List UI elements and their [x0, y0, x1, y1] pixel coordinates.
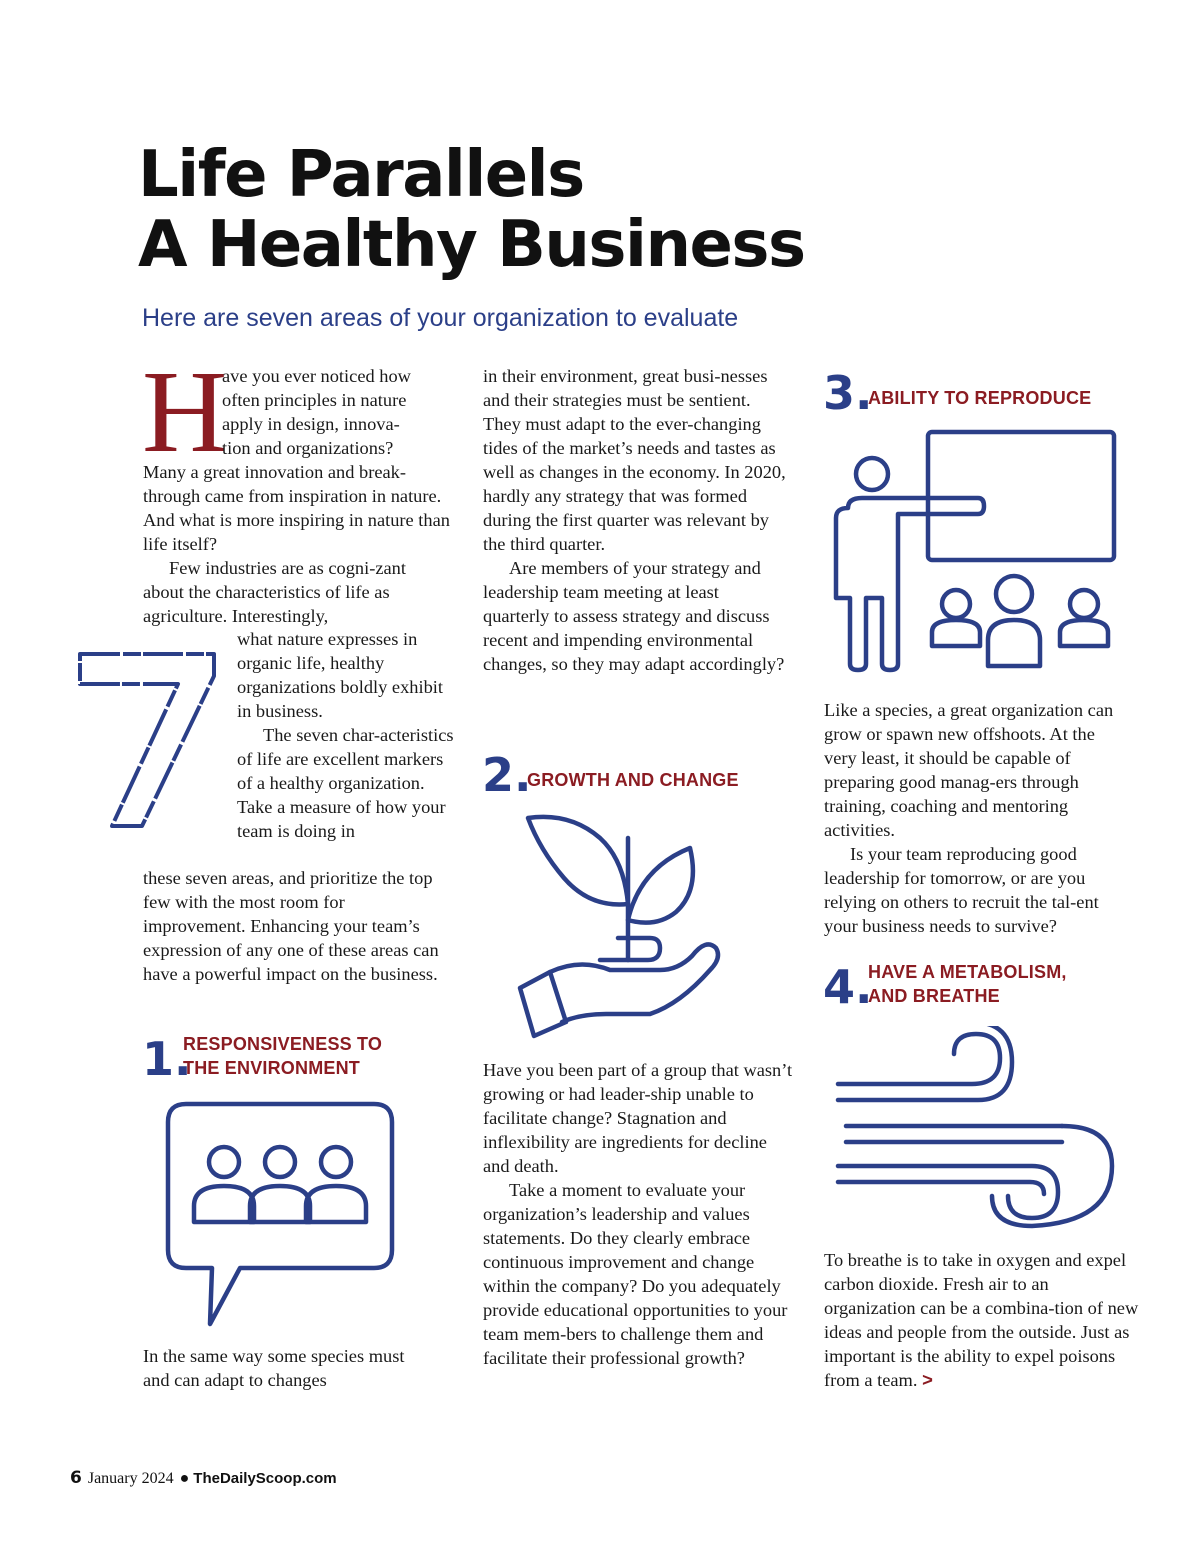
section-4-paragraph-1: [824, 1248, 1144, 1392]
speech-bubble-people-icon: [160, 1098, 400, 1330]
intro-paragraph: Many a great innovation and break-through came from inspiration in nature. And what is more inspiring in nature than life itself?: [143, 462, 450, 554]
intro-wrapped-lines: [222, 364, 482, 460]
drop-cap: H: [142, 346, 228, 477]
section-2-title: GROWTH AND CHANGE: [527, 770, 739, 790]
section-4-title: [868, 960, 1067, 1008]
website-link[interactable]: TheDailyScoop.com: [193, 1470, 337, 1487]
intro-line: tion and organizations?: [222, 438, 394, 458]
section-3-body: [824, 698, 1124, 938]
section-1-text-col2-p1: in their environment, great busi-nesses and their strategies must be sentient. They must adapt to the ever-changing tides of the market’s needs and tastes as well as changes in the economy. In 2020, hardly any strategy that was formed during the first quarter was relevant by the third quarter.: [483, 366, 786, 554]
section-4-body: [824, 1248, 1144, 1392]
section-2-body: [483, 1058, 793, 1370]
section-1-number: 1.: [142, 1032, 192, 1086]
section-3-title: ABILITY TO REPRODUCE: [868, 388, 1092, 408]
section-1-text-col1: In the same way some species must and can adapt to changes: [143, 1346, 405, 1390]
title-line-1: Life Parallels: [138, 138, 584, 212]
article-subtitle: Here are seven areas of your organization to evaluate: [142, 304, 739, 332]
section-1-text-col2-p2: Are members of your strategy and leadership team meeting at least quarterly to assess strategy and discuss recent and impending environmental changes, so they may adapt accordingly?: [483, 558, 785, 674]
presenter-audience-icon: [828, 428, 1120, 678]
section-4-title-line-1: HAVE A METABOLISM,: [868, 962, 1067, 982]
footer-bullet-icon: ●: [179, 1470, 190, 1487]
paragraph-3-rest-text: these seven areas, and prioritize the top few with the most room for improvement. Enhancing your team’s expression of any one of these areas can have a powerful impact on the business.: [143, 868, 439, 984]
big-seven-graphic: [74, 646, 224, 832]
page-footer: [70, 1468, 337, 1488]
section-4-number: 4.: [823, 960, 873, 1014]
issue-date: January 2024: [87, 1470, 174, 1487]
section-1-title: [183, 1032, 382, 1080]
section-1-body-continued: [483, 364, 789, 676]
continue-arrow-icon: >: [922, 1369, 933, 1390]
section-1-body-start: [143, 1344, 433, 1392]
hand-sprout-icon: [510, 808, 724, 1042]
article-title: [138, 140, 805, 280]
section-1-title-line-2: THE ENVIRONMENT: [183, 1058, 361, 1078]
section-2-paragraph-1: Have you been part of a group that wasn’t growing or had leader-ship unable to facilitate change? Stagnation and inflexibility are ingredients for decline and death.: [483, 1060, 793, 1176]
section-3-paragraph-1: Like a species, a great organization can grow or spawn new offshoots. At the very least, it should be capable of preparing good manag-ers through training, coaching and mentoring activities.: [824, 700, 1114, 840]
section-3-number: 3.: [823, 366, 873, 420]
section-1-title-line-1: RESPONSIVENESS TO: [183, 1034, 383, 1054]
wind-breath-icon: [832, 1026, 1124, 1232]
intro-line: often principles in nature: [222, 390, 407, 410]
intro-line: apply in design, innova-: [222, 414, 400, 434]
intro-line: ave you ever noticed how: [222, 366, 411, 386]
section-4-title-line-2: AND BREATHE: [868, 986, 1000, 1006]
page-number: 6: [70, 1468, 82, 1488]
section-4-paragraph-1-text: To breathe is to take in oxygen and expel carbon dioxide. Fresh air to an organization can be a combina-tion of new ideas and people from the outside. Just as important is the ability to expel poisons from a team.: [824, 1250, 1139, 1390]
section-2-paragraph-2: Take a moment to evaluate your organization’s leadership and values statements. Do they clearly embrace continuous improvement and change within the company? Do you adequately provide educational opportunities to your team mem-bers to challenge them and facilitate their professional growth?: [483, 1180, 788, 1368]
paragraph-3-rest: [143, 866, 443, 986]
intro-body: [143, 460, 451, 628]
paragraph-3-wrap: The seven char-acteristics of life are excellent markers of a healthy organization. Take a measure of how your team is doing in: [237, 725, 454, 841]
title-line-2: A Healthy Business: [138, 208, 805, 282]
wrapped-text-beside-seven: [237, 627, 457, 843]
paragraph-2-wrap: what nature expresses in organic life, healthy organizations boldly exhibit in business.: [237, 629, 444, 721]
paragraph-2-top: Few industries are as cogni-zant about the characteristics of life as agriculture. Interestingly,: [143, 558, 406, 626]
section-2-number: 2.: [482, 748, 532, 802]
section-3-paragraph-2: Is your team reproducing good leadership for tomorrow, or are you relying on others to recruit the tal-ent your business needs to survive?: [824, 844, 1099, 936]
